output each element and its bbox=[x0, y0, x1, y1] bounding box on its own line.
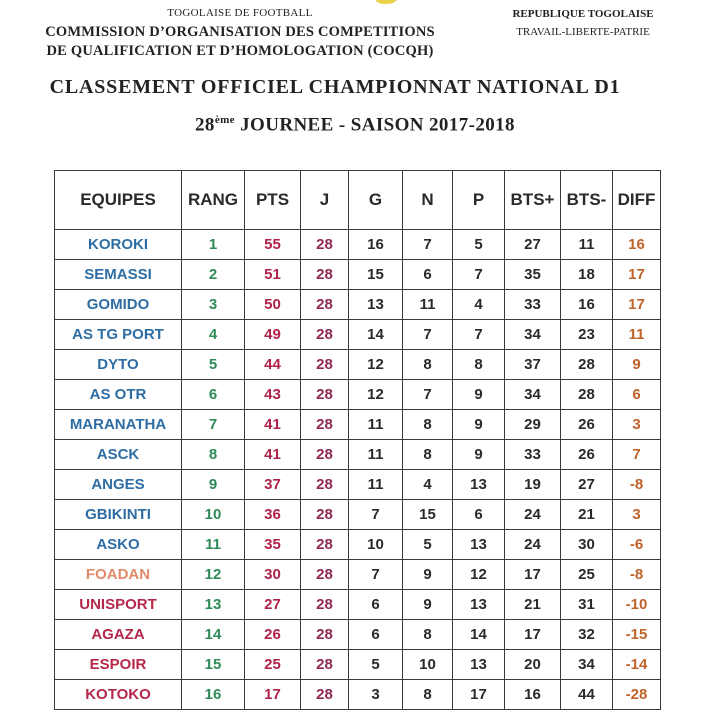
goals-for-cell: 17 bbox=[505, 620, 561, 650]
points-cell: 36 bbox=[245, 500, 301, 530]
team-cell: ASCK bbox=[55, 440, 182, 470]
team-cell: FOADAN bbox=[55, 560, 182, 590]
rank-cell: 5 bbox=[182, 350, 245, 380]
losses-cell: 9 bbox=[453, 380, 505, 410]
goals-for-cell: 29 bbox=[505, 410, 561, 440]
losses-cell: 14 bbox=[453, 620, 505, 650]
team-cell: ESPOIR bbox=[55, 650, 182, 680]
played-cell: 28 bbox=[301, 560, 349, 590]
goals-against-cell: 27 bbox=[561, 470, 613, 500]
rank-cell: 4 bbox=[182, 320, 245, 350]
draws-cell: 8 bbox=[403, 350, 453, 380]
goal-diff-cell: 17 bbox=[613, 290, 661, 320]
losses-cell: 13 bbox=[453, 530, 505, 560]
goal-diff-cell: -8 bbox=[613, 470, 661, 500]
column-header-equipes: EQUIPES bbox=[55, 171, 182, 230]
wins-cell: 12 bbox=[349, 380, 403, 410]
goals-against-cell: 26 bbox=[561, 440, 613, 470]
goals-against-cell: 44 bbox=[561, 680, 613, 710]
goal-diff-cell: -28 bbox=[613, 680, 661, 710]
goals-for-cell: 27 bbox=[505, 230, 561, 260]
wins-cell: 12 bbox=[349, 350, 403, 380]
played-cell: 28 bbox=[301, 650, 349, 680]
page-title: CLASSEMENT OFFICIEL CHAMPIONNAT NATIONAL D1 bbox=[49, 76, 621, 98]
goals-for-cell: 34 bbox=[505, 320, 561, 350]
goals-for-cell: 33 bbox=[505, 290, 561, 320]
column-header-g: G bbox=[349, 171, 403, 230]
played-cell: 28 bbox=[301, 440, 349, 470]
draws-cell: 9 bbox=[403, 560, 453, 590]
goals-for-cell: 21 bbox=[505, 590, 561, 620]
draws-cell: 7 bbox=[403, 230, 453, 260]
table-row bbox=[55, 650, 661, 680]
column-header-rang: RANG bbox=[182, 171, 245, 230]
rank-cell: 8 bbox=[182, 440, 245, 470]
table-row bbox=[55, 440, 661, 470]
team-cell: KOTOKO bbox=[55, 680, 182, 710]
played-cell: 28 bbox=[301, 350, 349, 380]
column-header-p: P bbox=[453, 171, 505, 230]
played-cell: 28 bbox=[301, 290, 349, 320]
header-left-line1: TOGOLAISE DE FOOTBALL bbox=[167, 7, 313, 19]
header-right-line1: REPUBLIQUE TOGOLAISE bbox=[512, 8, 654, 20]
points-cell: 37 bbox=[245, 470, 301, 500]
wins-cell: 16 bbox=[349, 230, 403, 260]
table-row bbox=[55, 620, 661, 650]
goal-diff-cell: -15 bbox=[613, 620, 661, 650]
team-cell: ANGES bbox=[55, 470, 182, 500]
rank-cell: 7 bbox=[182, 410, 245, 440]
points-cell: 17 bbox=[245, 680, 301, 710]
goals-against-cell: 34 bbox=[561, 650, 613, 680]
team-cell: AS TG PORT bbox=[55, 320, 182, 350]
goals-for-cell: 34 bbox=[505, 380, 561, 410]
points-cell: 49 bbox=[245, 320, 301, 350]
column-header-bts-minus: BTS- bbox=[561, 171, 613, 230]
points-cell: 51 bbox=[245, 260, 301, 290]
goal-diff-cell: 6 bbox=[613, 380, 661, 410]
rank-cell: 16 bbox=[182, 680, 245, 710]
points-cell: 25 bbox=[245, 650, 301, 680]
wins-cell: 13 bbox=[349, 290, 403, 320]
wins-cell: 7 bbox=[349, 560, 403, 590]
draws-cell: 5 bbox=[403, 530, 453, 560]
team-cell: AGAZA bbox=[55, 620, 182, 650]
goal-diff-cell: 3 bbox=[613, 410, 661, 440]
points-cell: 55 bbox=[245, 230, 301, 260]
goals-against-cell: 11 bbox=[561, 230, 613, 260]
table-row bbox=[55, 470, 661, 500]
played-cell: 28 bbox=[301, 530, 349, 560]
team-cell: KOROKI bbox=[55, 230, 182, 260]
goal-diff-cell: -8 bbox=[613, 560, 661, 590]
rank-cell: 11 bbox=[182, 530, 245, 560]
goals-for-cell: 35 bbox=[505, 260, 561, 290]
goals-against-cell: 28 bbox=[561, 380, 613, 410]
wins-cell: 11 bbox=[349, 440, 403, 470]
table-row bbox=[55, 260, 661, 290]
losses-cell: 13 bbox=[453, 590, 505, 620]
wins-cell: 10 bbox=[349, 530, 403, 560]
goals-for-cell: 20 bbox=[505, 650, 561, 680]
points-cell: 43 bbox=[245, 380, 301, 410]
header-right-line2: TRAVAIL-LIBERTE-PATRIE bbox=[516, 26, 650, 38]
table-row bbox=[55, 320, 661, 350]
column-header-pts: PTS bbox=[245, 171, 301, 230]
goals-against-cell: 28 bbox=[561, 350, 613, 380]
wins-cell: 6 bbox=[349, 620, 403, 650]
losses-cell: 6 bbox=[453, 500, 505, 530]
played-cell: 28 bbox=[301, 680, 349, 710]
rank-cell: 10 bbox=[182, 500, 245, 530]
played-cell: 28 bbox=[301, 470, 349, 500]
wins-cell: 14 bbox=[349, 320, 403, 350]
losses-cell: 12 bbox=[453, 560, 505, 590]
goal-diff-cell: 17 bbox=[613, 260, 661, 290]
draws-cell: 11 bbox=[403, 290, 453, 320]
draws-cell: 15 bbox=[403, 500, 453, 530]
points-cell: 44 bbox=[245, 350, 301, 380]
goals-for-cell: 33 bbox=[505, 440, 561, 470]
rank-cell: 15 bbox=[182, 650, 245, 680]
rank-cell: 14 bbox=[182, 620, 245, 650]
round-number: 28 bbox=[195, 114, 215, 136]
goal-diff-cell: 3 bbox=[613, 500, 661, 530]
team-cell: DYTO bbox=[55, 350, 182, 380]
header-left-line3: DE QUALIFICATION ET D’HOMOLOGATION (COCQH) bbox=[46, 43, 434, 59]
draws-cell: 8 bbox=[403, 680, 453, 710]
wins-cell: 5 bbox=[349, 650, 403, 680]
goals-for-cell: 19 bbox=[505, 470, 561, 500]
draws-cell: 8 bbox=[403, 440, 453, 470]
wins-cell: 11 bbox=[349, 470, 403, 500]
losses-cell: 9 bbox=[453, 410, 505, 440]
draws-cell: 7 bbox=[403, 320, 453, 350]
wins-cell: 7 bbox=[349, 500, 403, 530]
team-cell: GOMIDO bbox=[55, 290, 182, 320]
goal-diff-cell: -10 bbox=[613, 590, 661, 620]
played-cell: 28 bbox=[301, 410, 349, 440]
draws-cell: 7 bbox=[403, 380, 453, 410]
page-subtitle bbox=[0, 114, 710, 136]
played-cell: 28 bbox=[301, 260, 349, 290]
losses-cell: 13 bbox=[453, 470, 505, 500]
team-cell: UNISPORT bbox=[55, 590, 182, 620]
rank-cell: 13 bbox=[182, 590, 245, 620]
goals-for-cell: 24 bbox=[505, 500, 561, 530]
goal-diff-cell: 7 bbox=[613, 440, 661, 470]
standings-table bbox=[54, 170, 661, 710]
wins-cell: 3 bbox=[349, 680, 403, 710]
round-rest: JOURNEE - SAISON 2017-2018 bbox=[234, 114, 515, 136]
goals-for-cell: 17 bbox=[505, 560, 561, 590]
losses-cell: 17 bbox=[453, 680, 505, 710]
column-header-diff: DIFF bbox=[613, 171, 661, 230]
team-cell: SEMASSI bbox=[55, 260, 182, 290]
losses-cell: 7 bbox=[453, 320, 505, 350]
team-cell: ASKO bbox=[55, 530, 182, 560]
column-header-j: J bbox=[301, 171, 349, 230]
played-cell: 28 bbox=[301, 320, 349, 350]
wins-cell: 11 bbox=[349, 410, 403, 440]
draws-cell: 10 bbox=[403, 650, 453, 680]
goal-diff-cell: -6 bbox=[613, 530, 661, 560]
points-cell: 30 bbox=[245, 560, 301, 590]
goal-diff-cell: 11 bbox=[613, 320, 661, 350]
table-row bbox=[55, 350, 661, 380]
draws-cell: 8 bbox=[403, 410, 453, 440]
draws-cell: 4 bbox=[403, 470, 453, 500]
team-cell: GBIKINTI bbox=[55, 500, 182, 530]
table-header-row bbox=[55, 171, 661, 230]
column-header-n: N bbox=[403, 171, 453, 230]
goals-for-cell: 16 bbox=[505, 680, 561, 710]
team-cell: MARANATHA bbox=[55, 410, 182, 440]
goals-against-cell: 31 bbox=[561, 590, 613, 620]
round-suffix: ème bbox=[214, 114, 235, 126]
draws-cell: 6 bbox=[403, 260, 453, 290]
goal-diff-cell: 9 bbox=[613, 350, 661, 380]
played-cell: 28 bbox=[301, 590, 349, 620]
table-row bbox=[55, 530, 661, 560]
rank-cell: 2 bbox=[182, 260, 245, 290]
goals-against-cell: 21 bbox=[561, 500, 613, 530]
table-row bbox=[55, 410, 661, 440]
points-cell: 41 bbox=[245, 440, 301, 470]
goal-diff-cell: -14 bbox=[613, 650, 661, 680]
rank-cell: 1 bbox=[182, 230, 245, 260]
losses-cell: 4 bbox=[453, 290, 505, 320]
goal-diff-cell: 16 bbox=[613, 230, 661, 260]
wins-cell: 15 bbox=[349, 260, 403, 290]
points-cell: 35 bbox=[245, 530, 301, 560]
losses-cell: 9 bbox=[453, 440, 505, 470]
played-cell: 28 bbox=[301, 380, 349, 410]
played-cell: 28 bbox=[301, 230, 349, 260]
table-row bbox=[55, 500, 661, 530]
losses-cell: 7 bbox=[453, 260, 505, 290]
table-row bbox=[55, 560, 661, 590]
team-cell: AS OTR bbox=[55, 380, 182, 410]
table-row bbox=[55, 290, 661, 320]
standings-body bbox=[55, 230, 661, 710]
table-row bbox=[55, 590, 661, 620]
played-cell: 28 bbox=[301, 620, 349, 650]
rank-cell: 3 bbox=[182, 290, 245, 320]
goals-against-cell: 32 bbox=[561, 620, 613, 650]
goals-against-cell: 16 bbox=[561, 290, 613, 320]
draws-cell: 9 bbox=[403, 590, 453, 620]
federation-header bbox=[40, 4, 440, 61]
losses-cell: 5 bbox=[453, 230, 505, 260]
table-row bbox=[55, 380, 661, 410]
points-cell: 26 bbox=[245, 620, 301, 650]
rank-cell: 6 bbox=[182, 380, 245, 410]
goals-against-cell: 18 bbox=[561, 260, 613, 290]
table-row bbox=[55, 680, 661, 710]
rank-cell: 12 bbox=[182, 560, 245, 590]
goals-against-cell: 26 bbox=[561, 410, 613, 440]
republic-header bbox=[468, 5, 698, 41]
column-header-bts-plus: BTS+ bbox=[505, 171, 561, 230]
losses-cell: 13 bbox=[453, 650, 505, 680]
goals-for-cell: 37 bbox=[505, 350, 561, 380]
played-cell: 28 bbox=[301, 500, 349, 530]
goals-against-cell: 30 bbox=[561, 530, 613, 560]
points-cell: 41 bbox=[245, 410, 301, 440]
goals-for-cell: 24 bbox=[505, 530, 561, 560]
table-row bbox=[55, 230, 661, 260]
draws-cell: 8 bbox=[403, 620, 453, 650]
goals-against-cell: 23 bbox=[561, 320, 613, 350]
goals-against-cell: 25 bbox=[561, 560, 613, 590]
points-cell: 50 bbox=[245, 290, 301, 320]
rank-cell: 9 bbox=[182, 470, 245, 500]
header-left-line2: COMMISSION D’ORGANISATION DES COMPETITIONS bbox=[45, 24, 435, 40]
points-cell: 27 bbox=[245, 590, 301, 620]
losses-cell: 8 bbox=[453, 350, 505, 380]
wins-cell: 6 bbox=[349, 590, 403, 620]
